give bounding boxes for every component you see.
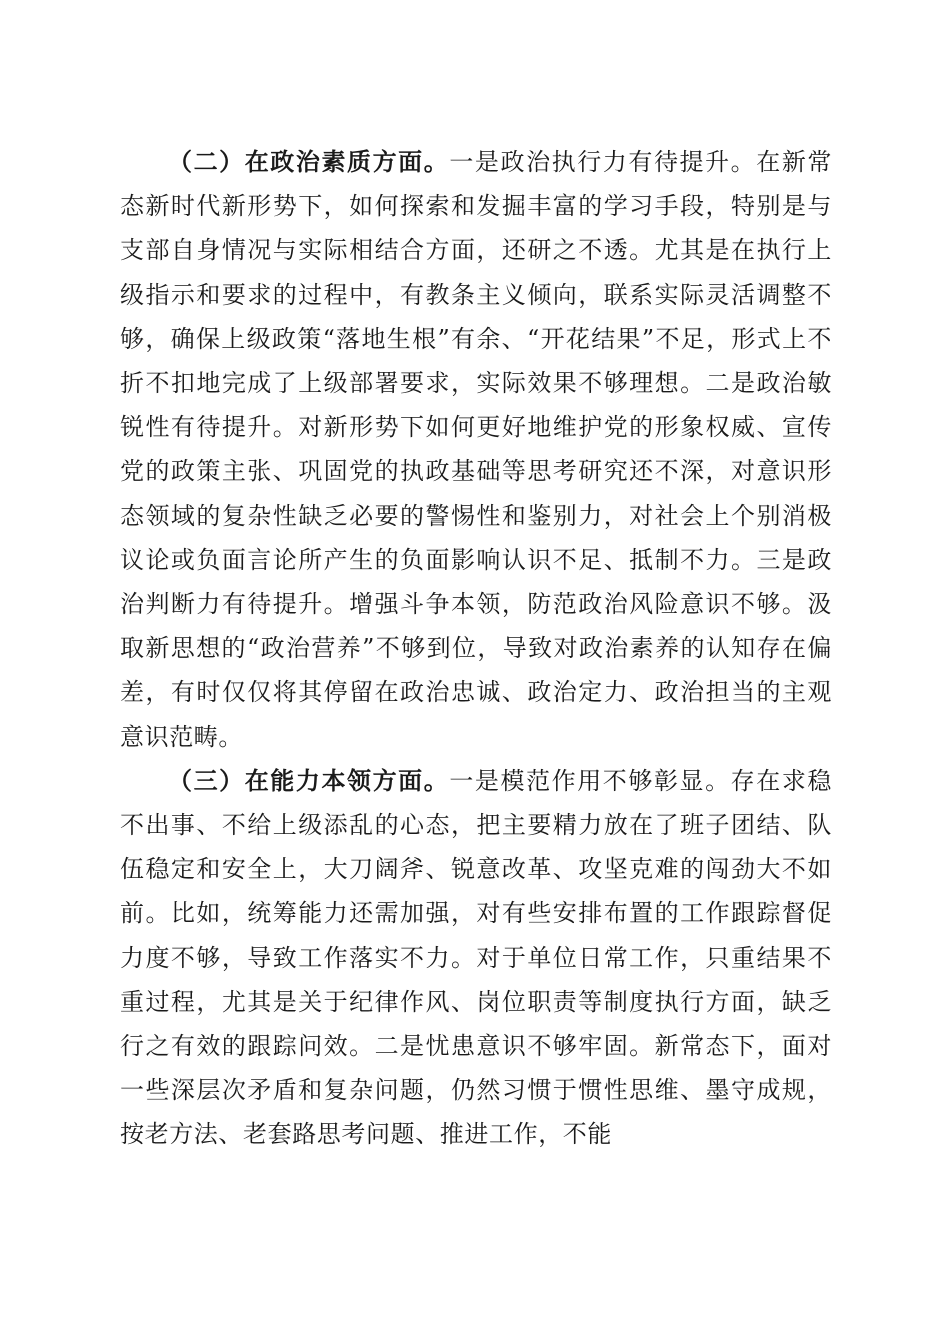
section-text-ability-skills: 一是模范作用不够彰显。存在求稳不出事、不给上级添乱的心态，把主要精力放在了班子团结、队伍稳定和安全上，大刀阔斧、锐意改革、攻坚克难的闯劲大不如前。比如，统筹能力还需加强，对有些安排布置的工作跟踪督促力度不够，导致工作落实不力。对于单位日常工作，只重结果不重过程，尤其是关于纪律作风、岗位职责等制度执行方面，缺乏行之有效的跟踪问效。二是忧患意识不够牢固。新常态下，面对一些深层次矛盾和复杂问题，仍然习惯于惯性思维、墨守成规，按老方法、老套路思考问题、推进工作，不能 [120,766,833,1149]
section-heading-political-quality: （二）在政治素质方面。 [168,147,450,176]
section-heading-ability-skills: （三）在能力本领方面。 [168,765,450,795]
section-text-political-quality: 一是政治执行力有待提升。在新常态新时代新形势下，如何探索和发掘丰富的学习手段，特别是与支部自身情况与实际相结合方面，还研之不透。尤其是在执行上级指示和要求的过程中，有教条主义倾向，联系实际灵活调整不够，确保上级政策“落地生根”有余、“开花结果”不足，形式上不折不扣地完成了上级部署要求，实际效果不够理想。二是政治敏锐性有待提升。对新形势下如何更好地维护党的形象权威、宣传党的政策主张、巩固党的执政基础等思考研究还不深，对意识形态领域的复杂性缺乏必要的警惕性和鉴别力，对社会上个别消极议论或负面言论所产生的负面影响认识不足、抵制不力。三是政治判断力有待提升。增强斗争本领，防范政治风险意识不够。汲取新思想的“政治营养”不够到位，导致对政治素养的认知存在偏差，有时仅仅将其停留在政治忠诚、政治定力、政治担当的主观意识范畴。 [120,148,833,751]
document-body [120,140,832,1157]
paragraph-ability-skills [120,759,832,1157]
paragraph-political-quality [120,140,832,759]
